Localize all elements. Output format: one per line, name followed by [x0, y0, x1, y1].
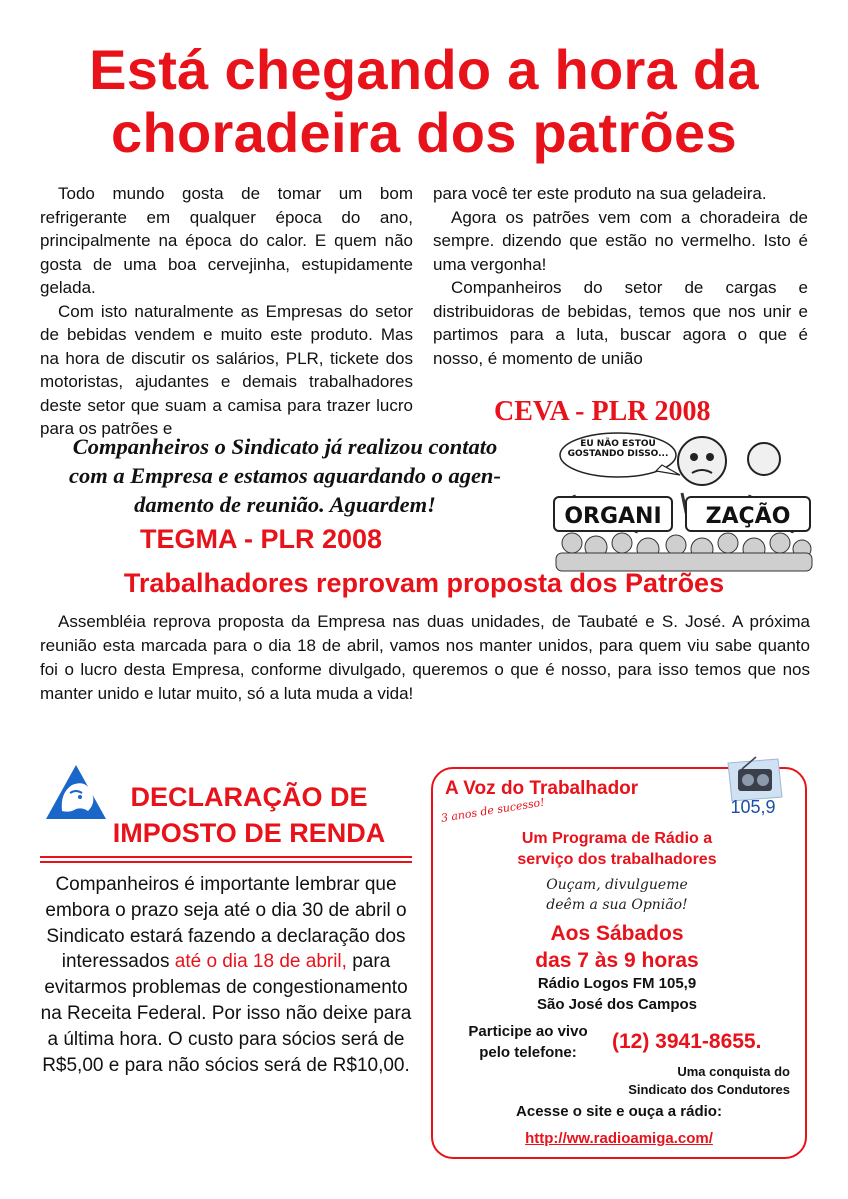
union-cartoon — [552, 431, 814, 571]
tegma-paragraph: Assembléia reprova proposta da Empresa nas duas unidades, de Taubaté e S. José. A próxima reunião esta marcada para o dia 18 de abril, vamos nos manter unidos, para quem viu sabe quanto foi o lucro desta Empresa, conforme divulgado, queremos o que é nosso, para isso temos que nos manter unido e lutar muito, só a luta muda a vida! — [40, 612, 810, 703]
headline — [0, 38, 848, 164]
schedule-day: Aos Sábados — [550, 922, 684, 945]
imposto-text-start: Companheiros é importante lembrar que embora o prazo seja até o dia 30 de abril o Sindicato estará fazendo a declaração dos interessados — [45, 874, 407, 973]
imposto-divider — [40, 861, 412, 863]
program-line-1: Um Programa de Rádio a — [521, 830, 713, 847]
article-paragraph: Agora os patrões vem com a choradeira de sempre. dizendo que estão no vermelho. Isto é uma vergonha! — [433, 207, 808, 274]
imposto-title-line-1: DECLARAÇÃO DE — [130, 782, 368, 812]
headline-line-1: Está chegando a hora da — [89, 38, 759, 101]
station-name: Rádio Logos FM 105,9 — [537, 975, 697, 992]
credit — [560, 1063, 790, 1099]
article-right-column — [433, 182, 808, 370]
tegma-article — [40, 610, 810, 706]
credit-line-1: Uma conquista do — [677, 1064, 790, 1079]
frequency-badge: 105,9 — [730, 797, 776, 817]
schedule — [482, 920, 752, 974]
anniversary-tag: 3 anos de sucesso! — [440, 795, 546, 825]
ceva-note-line-1: Companheiros o Sindicato já realizou contato — [72, 434, 498, 459]
station-info — [482, 973, 752, 1015]
imposto-title — [86, 779, 412, 851]
article-paragraph: Todo mundo gosta de tomar um bom refrigerante em qualquer época do ano, principalmente na época do calor. E quem não gosta de uma boa cervejinha, estupidamente gelada. — [40, 184, 413, 297]
imposto-text-end: para evitarmos problemas de congestionamento na Receita Federal. Por isso não deixe para a última hora. O custo para sócios será de R$5,00 e para não sócios será de R$10,00. — [40, 951, 412, 1076]
banner-right-text: ZAÇÃO — [705, 504, 791, 529]
radio-title: A Voz do Trabalhador — [445, 778, 639, 799]
phone-number: (12) 3941-8655. — [612, 1030, 762, 1053]
radio-site-link[interactable]: http://ww.radioamiga.com/ — [525, 1130, 713, 1147]
ceva-title: CEVA - PLR 2008 — [494, 396, 711, 427]
banner-left-text: ORGANI — [564, 504, 662, 529]
cartoon-speech: EU NÃO ESTOU GOSTANDO DISSO... — [567, 439, 669, 459]
program-line-2: serviço dos trabalhadores — [517, 851, 717, 868]
schedule-time: das 7 às 9 horas — [535, 949, 699, 972]
headline-line-2: choradeira dos patrões — [111, 101, 737, 164]
station-city: São José dos Campos — [536, 996, 698, 1013]
tegma-title: TEGMA - PLR 2008 — [140, 524, 383, 554]
article-left-column — [40, 182, 413, 438]
article-paragraph: Companheiros do setor de cargas e distribuidoras de bebidas, temos que nos unir e partimos para a luta, buscar agora o que é nosso, é momento de união — [433, 278, 808, 368]
tegma-subtitle: Trabalhadores reprovam proposta dos Patrões — [123, 568, 725, 598]
article-paragraph: Com isto naturalmente as Empresas do setor de bebidas vendem e muito este produto. Mas na hora de discutir os salários, PLR, tickete dos motoristas, ajudantes e demais trabalhadores deste setor que suam a camisa para trazer lucro para os patrões e — [40, 301, 413, 438]
ceva-note-line-2: com a Empresa e estamos aguardando o agen- — [69, 463, 501, 488]
imposto-divider — [40, 856, 412, 858]
imposto-text — [40, 872, 412, 1078]
ceva-note — [30, 432, 540, 519]
imposto-deadline: até o dia 18 de abril, — [174, 951, 347, 973]
handwritten-line-2: deêm a sua Opnião! — [546, 897, 688, 913]
program-description — [482, 828, 752, 870]
site-label: Acesse o site e ouça a rádio: — [516, 1103, 722, 1120]
imposto-title-line-2: IMPOSTO DE RENDA — [112, 818, 386, 848]
handwritten-line-1: Ouçam, divulgueme — [546, 877, 688, 893]
call-in-label — [448, 1021, 608, 1063]
credit-line-2: Sindicato dos Condutores — [628, 1082, 790, 1097]
call-in-line-2: pelo telefone: — [479, 1044, 577, 1061]
article-paragraph: para você ter este produto na sua geladeira. — [433, 184, 767, 203]
handwritten-note — [482, 875, 752, 915]
ceva-note-line-3: damento de reunião. Aguardem! — [134, 492, 436, 517]
call-in-line-1: Participe ao vivo — [468, 1023, 588, 1040]
